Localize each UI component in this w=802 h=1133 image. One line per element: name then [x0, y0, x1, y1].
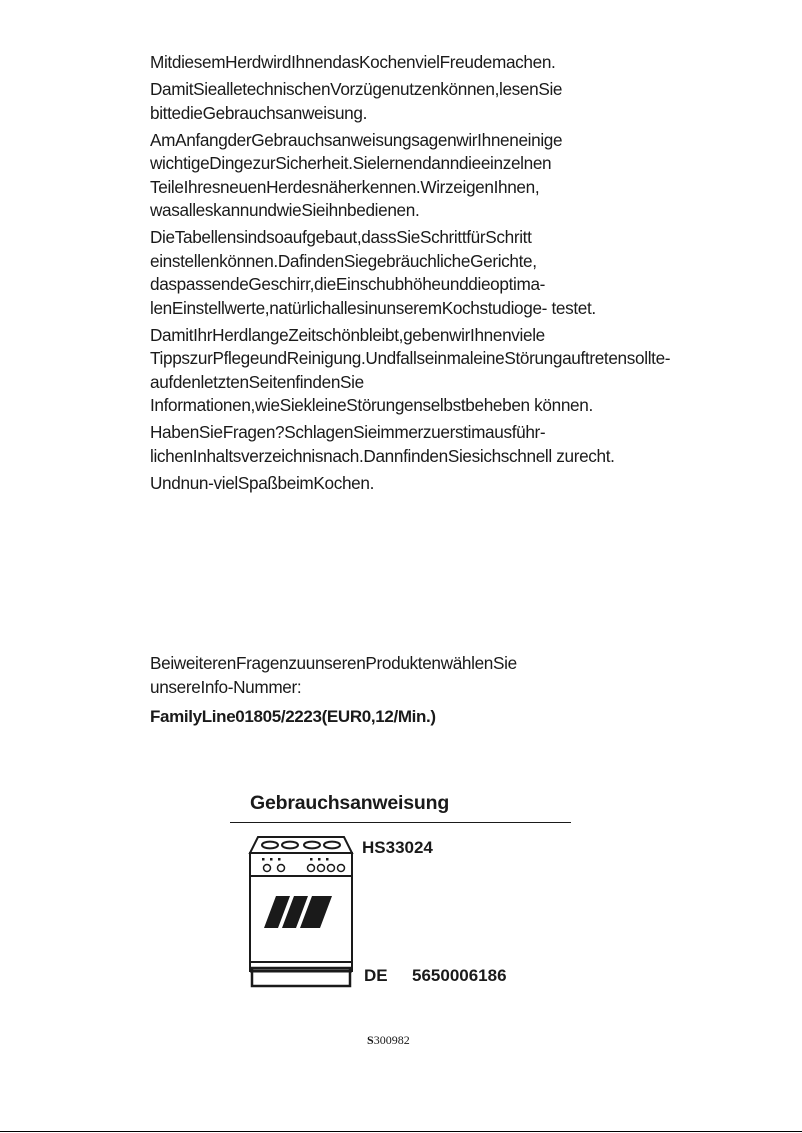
- document-number-prefix: S: [367, 1033, 374, 1047]
- document-number-value: 300982: [373, 1033, 410, 1047]
- model-number: HS33024: [362, 838, 433, 857]
- intro-paragraph-3: AmAnfangderGebrauchsanweisungsagenwirIhneneinige wichtigeDingezurSicherheit.Sielernendanndieeinzelnen TeileIhresneuenHerdesnäherkennen.WirzeigenIhnen, wasalleskannundwieSieihnbedienen.: [150, 129, 563, 220]
- page-bottom-border: [0, 1131, 802, 1132]
- stove-icon: [248, 834, 354, 990]
- product-number: 5650006186: [412, 966, 507, 985]
- country-code: DE: [364, 966, 388, 985]
- manual-title: Gebrauchsanweisung: [250, 792, 450, 814]
- intro-paragraph-6: HabenSieFragen?SchlagenSieimmerzuerstimausführ- lichenInhaltsverzeichnisnach.DannfindenSiesichschnell zurecht.: [150, 422, 615, 466]
- intro-paragraph-1: MitdiesemHerdwirdIhnendasKochenvielFreudemachen.: [150, 52, 556, 72]
- hotline-number: FamilyLine01805/2223(EUR0,12/Min.): [150, 707, 436, 726]
- info-text-line-1: BeiweiterenFragenzuunserenProduktenwählenSie: [150, 653, 517, 673]
- info-block: [150, 652, 620, 729]
- intro-paragraph-4: DieTabellensindsoaufgebaut,dassSieSchrittfürSchritt einstellenkönnen.DafindenSiegebräuchlicheGerichte, daspassendeGeschirr,dieEinschubhöheunddieoptima- lenEinstellwerte,natürlichallesinunseremKochstudioge- testet.: [150, 227, 596, 318]
- document-number: [367, 1033, 410, 1048]
- intro-paragraph-2: DamitSiealletechnischenVorzügenutzenkönnen,lesenSie bittedieGebrauchsanweisung.: [150, 79, 563, 123]
- info-text-line-2: unsereInfo-Nummer:: [150, 676, 302, 697]
- title-underline: [230, 822, 571, 823]
- intro-paragraph-5: DamitIhrHerdlangeZeitschönbleibt,gebenwirIhnenviele TippszurPflegeundReinigung.UndfallseinmaleineStörungauftretensollte-aufdenletztenSeitenfindenSie Informationen,wieSiekleineStörungenselbstbeheben können.: [150, 324, 671, 415]
- intro-text: [150, 51, 671, 499]
- intro-paragraph-7: Undnun-vielSpaßbeimKochen.: [150, 472, 375, 493]
